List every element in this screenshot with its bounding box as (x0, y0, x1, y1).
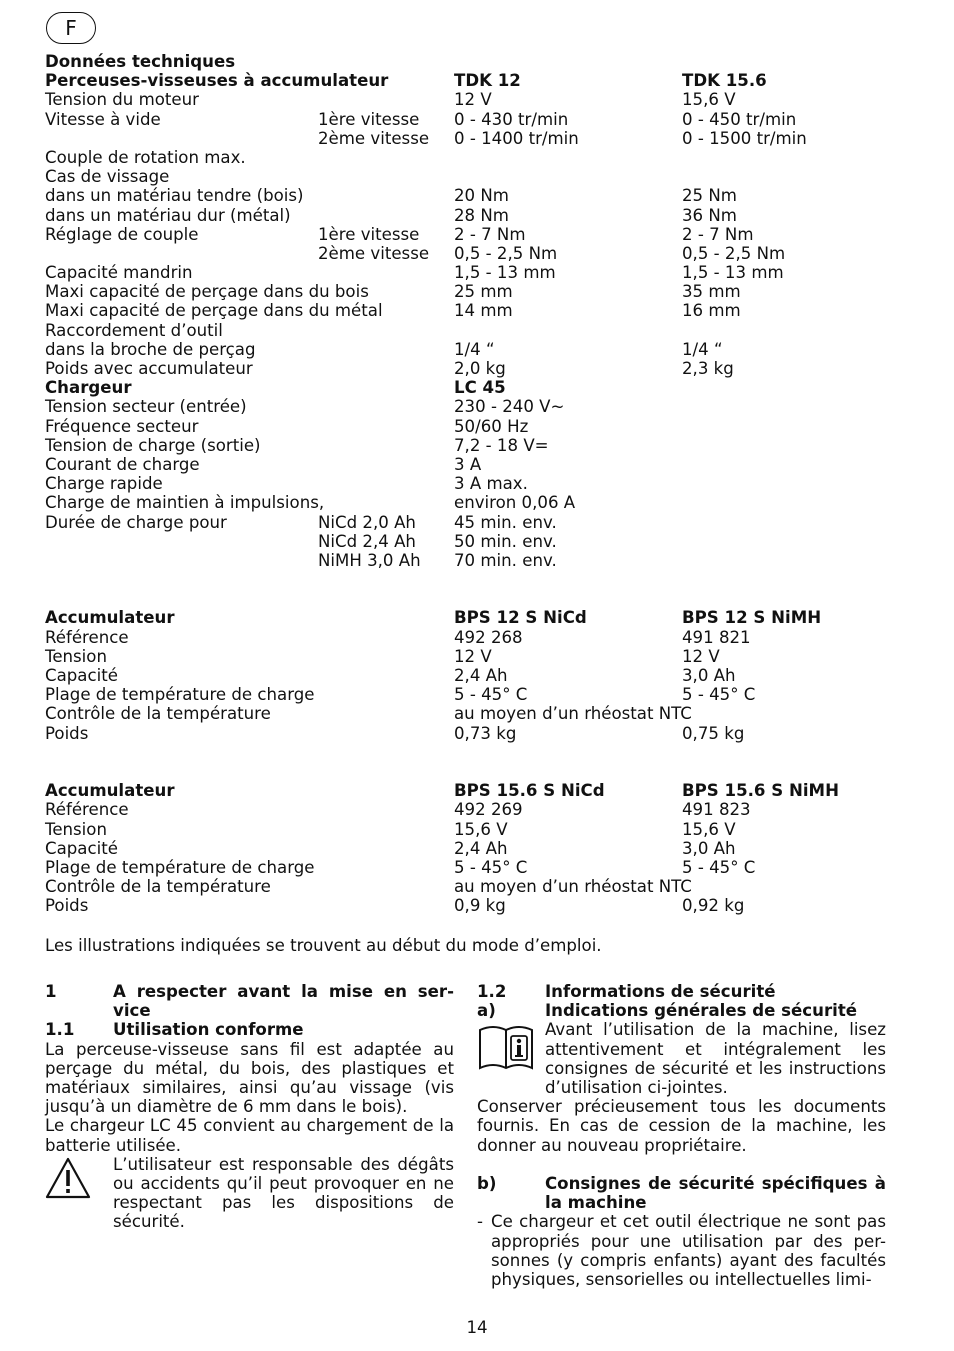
spec-cell: Fréquence secteur (45, 416, 199, 436)
spec-cell: 16 mm (682, 301, 741, 321)
spec-row (45, 800, 915, 819)
spec-cell: Capacité mandrin (45, 263, 193, 283)
spec-cell: 5 - 45° C (454, 857, 528, 877)
spec-cell: Durée de charge pour (45, 512, 227, 532)
spec-cell: 70 min. env. (454, 550, 557, 570)
warning-text: L’utilisateur est responsable des dégâts ou accidents qu’il peut provoquer en ne respectant pas les dispositions de sécurité. (113, 1154, 454, 1232)
spec-row (45, 685, 915, 704)
read-manual-icon (477, 1022, 535, 1078)
spec-cell: Tension (45, 819, 107, 839)
spec-cell: BPS 15.6 S NiCd (454, 781, 605, 801)
spec-cell: Chargeur (45, 378, 132, 398)
spec-cell: Tension du moteur (45, 90, 199, 110)
spec-cell: 0,5 - 2,5 Nm (682, 243, 786, 263)
spec-cell: NiCd 2,4 Ah (318, 531, 416, 551)
spec-cell: 12 V (682, 646, 720, 666)
spec-cell: Capacité (45, 838, 118, 858)
spec-row (45, 148, 915, 167)
drill-spec-table (45, 71, 915, 378)
spec-cell: TDK 15.6 (682, 71, 767, 91)
spec-header-row (45, 378, 915, 397)
right-column (477, 982, 886, 1289)
spec-row (45, 628, 915, 647)
spec-cell: 2,4 Ah (454, 666, 508, 686)
spec-cell: 2ème vitesse (318, 243, 430, 263)
spec-header-row (45, 781, 915, 800)
spec-row (45, 724, 915, 743)
spec-row (45, 647, 915, 666)
section-1-heading: 1 A respecter avant la mise en ser-vice (45, 982, 454, 1021)
spec-row (45, 455, 915, 474)
illustrations-note: Les illustrations indiquées se trouvent au début du mode d’emploi. (45, 936, 602, 955)
spec-cell: 230 - 240 V~ (454, 397, 565, 417)
spec-cell: 1,5 - 13 mm (454, 263, 556, 283)
spec-row (45, 493, 915, 512)
technical-data (45, 52, 915, 915)
spec-cell: 50/60 Hz (454, 416, 529, 436)
spec-cell: dans un matériau tendre (bois) (45, 186, 304, 206)
spec-cell: Plage de température de charge (45, 857, 315, 877)
spec-cell: 0 - 450 tr/min (682, 109, 797, 129)
spec-cell: TDK 12 (454, 71, 521, 91)
spec-cell: 25 mm (454, 282, 513, 302)
spec-cell: Référence (45, 800, 129, 820)
spec-cell: 28 Nm (454, 205, 509, 225)
spec-cell: Capacité (45, 666, 118, 686)
spec-row (45, 532, 915, 551)
spec-cell: BPS 12 S NiCd (454, 608, 587, 628)
spec-cell: BPS 15.6 S NiMH (682, 781, 839, 801)
spec-cell: 15,6 V (682, 819, 736, 839)
spec-cell: Vitesse à vide (45, 109, 161, 129)
spec-row (45, 263, 915, 282)
spec-row (45, 474, 915, 493)
spec-cell: Plage de température de charge (45, 685, 315, 705)
spec-cell: LC 45 (454, 378, 506, 398)
spec-cell: 0,73 kg (454, 723, 517, 743)
specs-title: Données techniques (45, 52, 236, 71)
spec-cell: Référence (45, 627, 129, 647)
spec-row (45, 436, 915, 455)
spec-cell: 1ère vitesse (318, 109, 420, 129)
spec-cell: 491 821 (682, 627, 751, 647)
warning-block (45, 1155, 454, 1232)
spec-cell: Accumulateur (45, 608, 175, 628)
spec-cell: dans un matériau dur (métal) (45, 205, 291, 225)
spec-cell: Maxi capacité de perçage dans du bois (45, 282, 369, 302)
spec-cell: 1/4 “ (682, 339, 723, 359)
spec-row (45, 206, 915, 225)
spec-cell: 2,0 kg (454, 359, 506, 378)
spec-header-row (45, 608, 915, 627)
charger-paragraph: Le chargeur LC 45 convient au chargement de la batterie utilisée. (45, 1116, 454, 1155)
spec-row (45, 858, 915, 877)
spec-cell: 3,0 Ah (682, 838, 736, 858)
spec-row (45, 513, 915, 532)
spec-cell: 12 V (454, 90, 492, 110)
spec-cell: 491 823 (682, 800, 751, 820)
spec-cell: Poids (45, 896, 89, 916)
spec-cell: 3 A (454, 454, 482, 474)
spec-cell: 1,5 - 13 mm (682, 263, 784, 283)
spec-cell: 3,0 Ah (682, 666, 736, 686)
spec-cell: Charge rapide (45, 474, 163, 494)
safety-bullet: - Ce chargeur et cet outil électrique ne sont pas appropriés pour une utilisation par des per-sonnes (y compris enfants) ayant des facultés physiques, sensorielles ou intellectuelles limi- (477, 1212, 886, 1290)
spec-cell: Charge de maintien à impulsions, (45, 493, 325, 513)
spec-row (45, 321, 915, 340)
spec-cell: 14 mm (454, 301, 513, 321)
spec-cell: 2 - 7 Nm (454, 224, 526, 244)
keep-documents-paragraph: Conserver précieusement tous les documents fournis. En cas de cession de la machine, les donner au nouveau propriétaire. (477, 1097, 886, 1155)
spec-cell: 1/4 “ (454, 339, 495, 359)
spec-cell: 5 - 45° C (682, 685, 756, 705)
spec-cell: au moyen d’un rhéostat NTC (454, 877, 692, 897)
spec-cell: Poids avec accumulateur (45, 359, 253, 378)
spec-cell: NiCd 2,0 Ah (318, 512, 416, 532)
spec-cell: Poids (45, 723, 89, 743)
info-block (477, 1020, 886, 1097)
spec-cell: 2,3 kg (682, 359, 734, 378)
spec-cell: 1ère vitesse (318, 224, 420, 244)
spec-cell: Tension secteur (entrée) (45, 397, 247, 417)
spec-cell: Cas de vissage (45, 167, 170, 187)
spec-cell: Contrôle de la température (45, 704, 271, 724)
spec-header-row (45, 71, 915, 90)
spec-cell: 7,2 - 18 V= (454, 435, 549, 455)
spec-cell: 0,75 kg (682, 723, 745, 743)
spec-cell: 0 - 1400 tr/min (454, 128, 579, 148)
spec-cell: 35 mm (682, 282, 741, 302)
spec-cell: NiMH 3,0 Ah (318, 550, 421, 570)
section-1-2-heading: 1.2 Informations de sécurité (477, 982, 776, 1001)
battery-12-spec-table (45, 608, 915, 742)
page-number: 14 (466, 1318, 488, 1337)
spec-cell: 0 - 1500 tr/min (682, 128, 807, 148)
intended-use-paragraph: La perceuse-visseuse sans fil est adaptée au perçage du métal, du bois, des plastiques et matériaux similaires, ainsi qu’au vissage (vis jusqu’à un diamètre de 6 mm dans le bois). (45, 1039, 454, 1117)
spec-cell: Accumulateur (45, 781, 175, 801)
spec-cell: 3 A max. (454, 474, 528, 494)
spec-cell: Courant de charge (45, 454, 200, 474)
spec-cell: Perceuses-visseuses à accumulateur (45, 71, 389, 91)
info-text: Avant l’utilisation de la machine, lisez attentivement et intégralement les consignes de sécurité et les instructions d’utilisation ci-jointes. (545, 1020, 886, 1098)
spec-cell: 2 - 7 Nm (682, 224, 754, 244)
spec-row (45, 359, 915, 378)
spec-row (45, 820, 915, 839)
spec-cell: 50 min. env. (454, 531, 557, 551)
spec-cell: Réglage de couple (45, 224, 199, 244)
spec-cell: 45 min. env. (454, 512, 557, 532)
spec-cell: Raccordement d’outil (45, 320, 223, 340)
spec-row (45, 186, 915, 205)
spec-cell: 12 V (454, 646, 492, 666)
spec-row (45, 244, 915, 263)
left-column (45, 982, 454, 1232)
spec-cell: 2ème vitesse (318, 128, 430, 148)
spec-cell: 36 Nm (682, 205, 737, 225)
spec-row (45, 417, 915, 436)
spec-cell: 5 - 45° C (682, 857, 756, 877)
section-1-1-heading: 1.1 Utilisation conforme (45, 1020, 304, 1040)
spec-cell: 15,6 V (682, 90, 736, 110)
spec-cell: 15,6 V (454, 819, 508, 839)
spec-row (45, 551, 915, 570)
language-badge: F (46, 12, 96, 44)
spec-row (45, 282, 915, 301)
spec-cell: 0,92 kg (682, 896, 745, 916)
spec-cell: Tension de charge (sortie) (45, 435, 261, 455)
spec-cell: Tension (45, 646, 107, 666)
spec-cell: Couple de rotation max. (45, 147, 246, 167)
spec-cell: 0,9 kg (454, 896, 506, 916)
spec-row (45, 877, 915, 896)
spec-row (45, 90, 915, 109)
spec-cell: environ 0,06 A (454, 493, 576, 513)
spec-cell: Contrôle de la température (45, 877, 271, 897)
section-b-heading: b) Consignes de sécurité spécifiques à la machine (477, 1174, 886, 1213)
spec-cell: au moyen d’un rhéostat NTC (454, 704, 692, 724)
spec-cell: dans la broche de perçag (45, 339, 256, 359)
charger-spec-table (45, 378, 915, 570)
spec-row (45, 704, 915, 723)
spec-cell: 492 268 (454, 627, 523, 647)
spec-row (45, 110, 915, 129)
spec-cell: 20 Nm (454, 186, 509, 206)
spec-row (45, 301, 915, 320)
spec-cell: 0,5 - 2,5 Nm (454, 243, 558, 263)
battery-15-spec-table (45, 781, 915, 915)
spec-row (45, 397, 915, 416)
spec-row (45, 225, 915, 244)
section-a-heading: a) Indications générales de sécurité (477, 1001, 857, 1021)
spec-row (45, 839, 915, 858)
spec-row (45, 896, 915, 915)
spec-row (45, 340, 915, 359)
spec-cell: 0 - 430 tr/min (454, 109, 569, 129)
spec-row (45, 666, 915, 685)
spec-cell: BPS 12 S NiMH (682, 608, 822, 628)
spec-cell: 2,4 Ah (454, 838, 508, 858)
spec-cell: Maxi capacité de perçage dans du métal (45, 301, 383, 321)
warning-icon (45, 1157, 91, 1203)
spec-row (45, 167, 915, 186)
spec-cell: 25 Nm (682, 186, 737, 206)
spec-row (45, 129, 915, 148)
spec-cell: 5 - 45° C (454, 685, 528, 705)
spec-cell: 492 269 (454, 800, 523, 820)
